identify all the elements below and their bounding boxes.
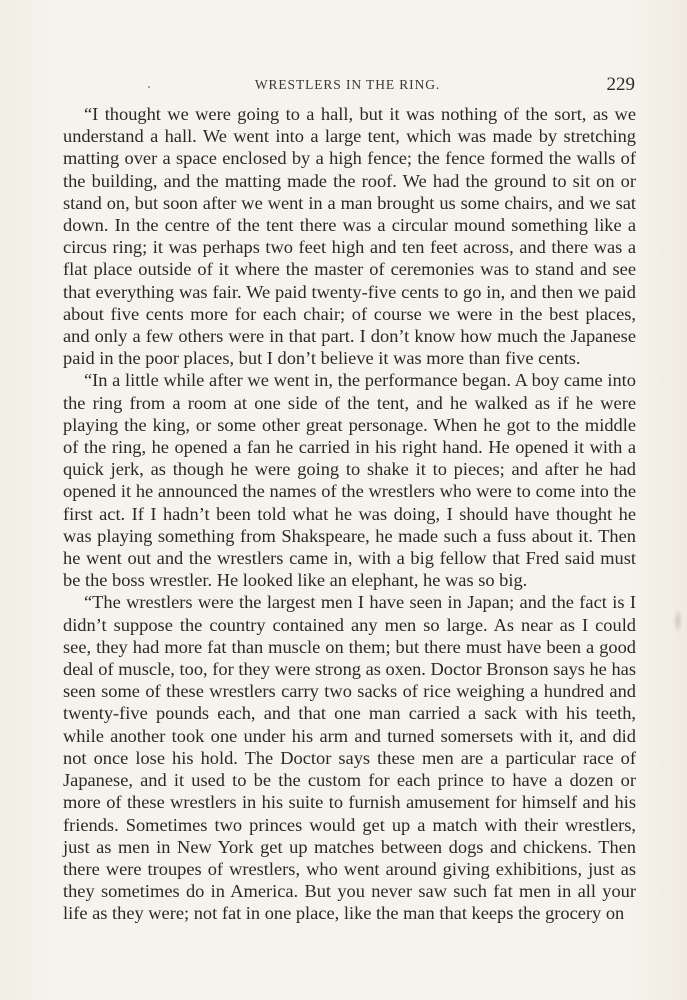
paragraph-performance-begins: “In a little while after we went in, the performance began. A boy came into the ring from a room at one side of the tent, and he walked as if he were playing the king, or some other great personage. When he got to the middle of the ring, he opened a fan he carried in his right hand. He opened it with a quick jerk, as though he were going to shake it to pieces; and after he had opened it he announced the names of the wrestlers who were to come into the first act. If I hadn’t been told what he was doing, I should have thought he was playing something from Shakspeare, he made such a fuss about it. Then he went out and the wrestlers came in, with a big fellow that Fred said must be the boss wrestler. He looked like an elephant, he was so big. <box>63 370 636 591</box>
paper-stain <box>673 608 683 634</box>
running-head: WRESTLERS IN THE RING. <box>254 77 441 92</box>
page-number: 229 <box>606 74 635 95</box>
paragraph-hall-description: “I thought we were going to a hall, but it was nothing of the sort, as we understand a hall. We went into a large tent, which was made by stretching matting over a space enclosed by a high fence; the fence formed the walls of the building, and the matting made the roof. We had the ground to sit on or stand on, but soon after we went in a man brought us some chairs, and we sat down. In the centre of the tent there was a circular mound something like a circus ring; it was perhaps two feet high and ten feet across, and there was a flat place outside of it where the master of ceremonies was to stand and see that everything was fair. We paid twenty-five cents to go in, and then we paid about five cents more for each chair; of course we were in the best places, and only a few others were in that part. I don’t know how much the Japanese paid in the poor places, but I don’t believe it was more than five cents. <box>63 104 636 369</box>
page-header <box>60 74 635 98</box>
paragraph-wrestlers-description: “The wrestlers were the largest men I have seen in Japan; and the fact is I didn’t suppose the country contained any men so large. As near as I could see, they had more fat than muscle on them; but there must have been a good deal of muscle, too, for they were strong as oxen. Doctor Bronson says he has seen some of these wrestlers carry two sacks of rice weighing a hundred and twenty-five pounds each, and that one man carried a sack with his teeth, while another took one under his arm and turned somersets with it, and did not once lose his hold. The Doctor says these men are a particular race of Japanese, and it used to be the custom for each prince to have a dozen or more of these wrestlers in his suite to furnish amusement for himself and his friends. Sometimes two princes would get up a match with their wrestlers, just as men in New York get up matches between dogs and chickens. Then there were troupes of wrestlers, who went around giving exhibitions, just as they sometimes do in America. But you never saw such fat men in all your life as they were; not fat in one place, like the man that keeps the grocery on <box>63 592 636 924</box>
body-text <box>63 103 636 925</box>
